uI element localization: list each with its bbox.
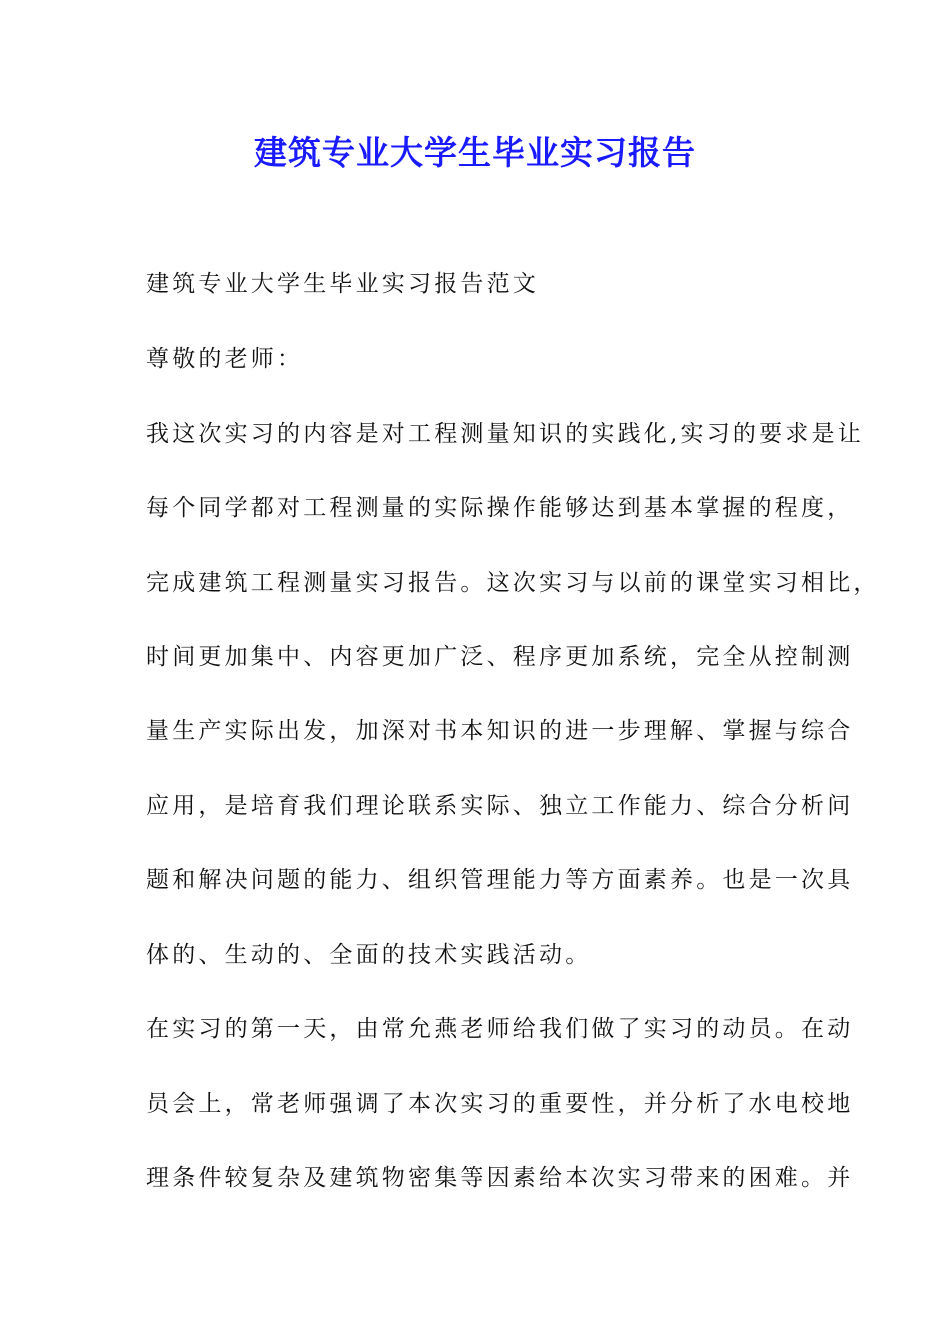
paragraph-line: 完成建筑工程测量实习报告。这次实习与以前的课堂实习相比， [146,570,880,596]
paragraph-line: 时间更加集中、内容更加广泛、程序更加系统，完全从控制测 [146,644,854,670]
paragraph-line: 量生产实际出发，加深对书本知识的进一步理解、掌握与综合 [146,718,854,744]
paragraph-line: 我这次实习的内容是对工程测量知识的实践化,实习的要求是让 [146,421,864,447]
paragraph-line: 员会上，常老师强调了本次实习的重要性，并分析了水电校地 [146,1091,854,1117]
salutation-line: 尊敬的老师： [146,346,304,372]
paragraph-line: 在实习的第一天，由常允燕老师给我们做了实习的动员。在动 [146,1016,854,1042]
paragraph-line: 应用，是培育我们理论联系实际、独立工作能力、综合分析问 [146,793,854,819]
subtitle-line: 建筑专业大学生毕业实习报告范文 [146,271,539,297]
paragraph-line: 理条件较复杂及建筑物密集等因素给本次实习带来的困难。并 [146,1165,854,1191]
paragraph-line: 题和解决问题的能力、组织管理能力等方面素养。也是一次具 [146,867,854,893]
document-title: 建筑专业大学生毕业实习报告 [254,133,696,172]
paragraph-line: 体的、生动的、全面的技术实践活动。 [146,942,592,968]
paragraph-line: 每个同学都对工程测量的实际操作能够达到基本掌握的程度， [146,495,854,521]
